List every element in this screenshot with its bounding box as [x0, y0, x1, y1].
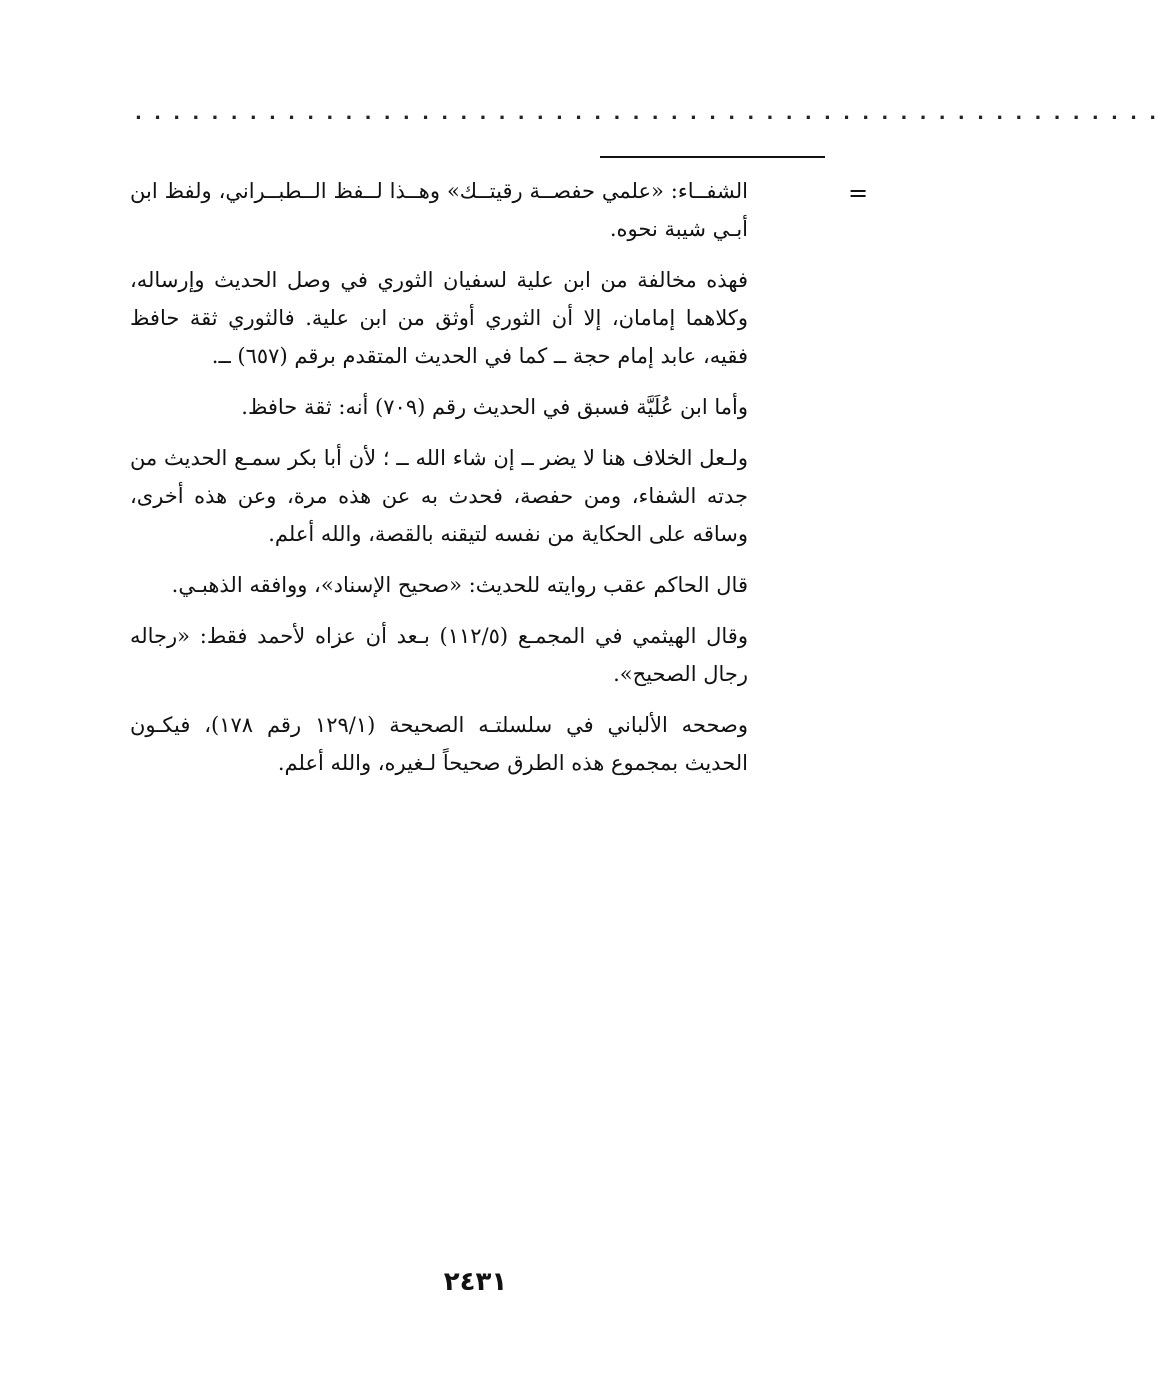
paragraph-6: وقال الهيثمي في المجمـع (١١٢/٥) بـعد أن عزاه لأحمد فقط: «رجاله رجال الصحيح».	[130, 624, 748, 686]
paragraph-7: وصححه الألباني في سلسلتـه الصحيحة (١٢٩/١ رقم ١٧٨)، فيكـون الحديث بمجموع هذه الطرق صحيحاً لـغيره، والله أعلم.	[130, 713, 748, 775]
page-number: ٢٤٣١	[443, 1267, 508, 1297]
header-dotted-rule: ......................................................	[135, 103, 1168, 124]
paragraph-5: قال الحاكم عقب روايته للحديث: «صحيح الإسناد»، ووافقه الذهبـي.	[171, 573, 748, 597]
paragraph-3: وأما ابن عُلَيَّة فسبق في الحديث رقم (٧٠٩) أنه: ثقة حافظ.	[241, 395, 748, 419]
paragraph-2: فهذه مخالفة من ابن علية لسفيان الثوري في وصل الحديث وإرساله، وكلاهما إمامان، إلا أن الثوري أوثق من ابن علية. فالثوري ثقة حافظ فقيه، عابد إمام حجة ــ كما في الحديث المتقدم برقم (٦٥٧) ــ.	[130, 268, 748, 368]
footnote-separator-line	[600, 156, 825, 158]
footnote-body	[130, 172, 748, 795]
paragraph-1: الشفــاء: «علمي حفصــة رقيتــك» وهــذا لــفظ الــطبــراني، ولفظ ابن أبـي شيبة نحوه.	[130, 179, 748, 241]
continuation-mark: =	[848, 179, 869, 207]
paragraph-4: ولـعل الخلاف هنا لا يضر ــ إن شاء الله ــ ؛ لأن أبا بكر سمـع الحديث من جدته الشفاء، ومن حفصة، فحدث به عن هذه مرة، وعن هذه أخرى، وساقه على الحكاية من نفسه لتيقنه بالقصة، والله أعلم.	[130, 446, 748, 546]
